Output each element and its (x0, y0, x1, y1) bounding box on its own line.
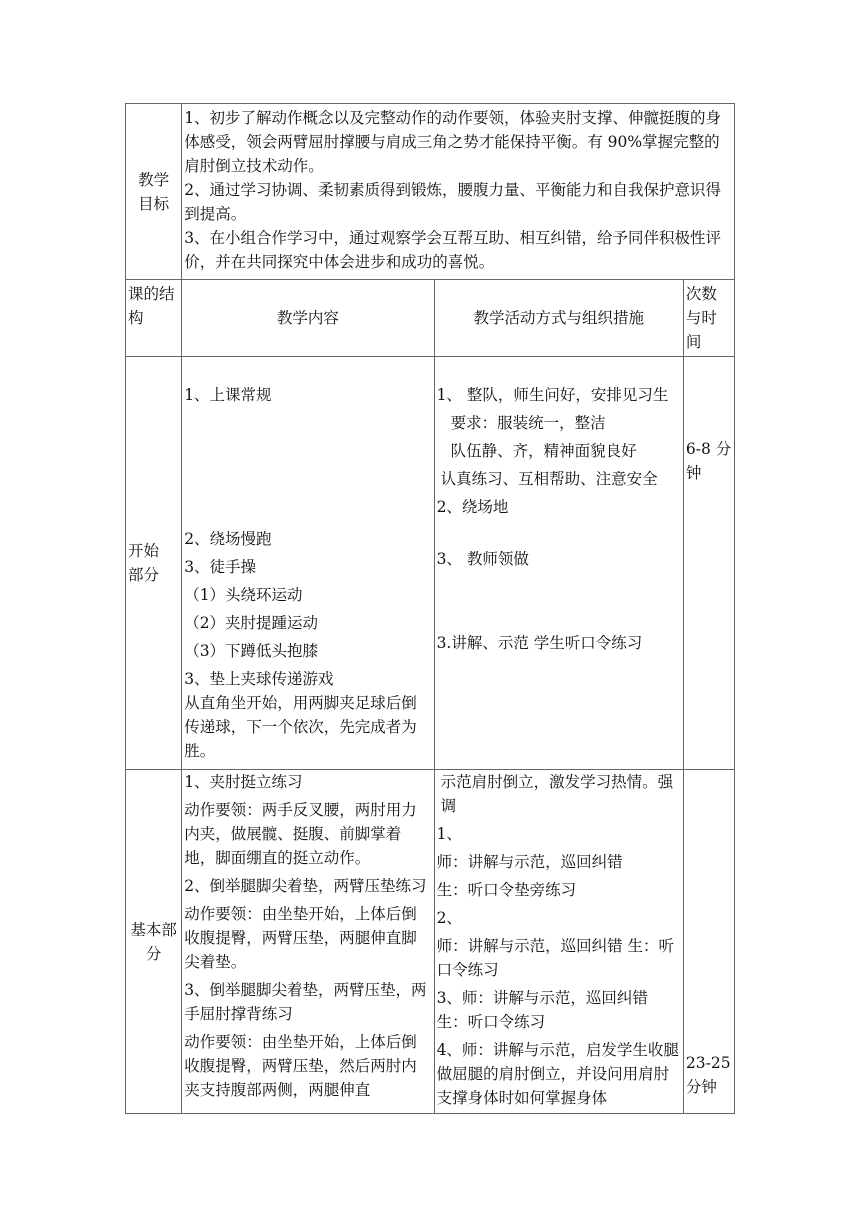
basic-content-4: 动作要领：由坐垫开始，上体后倒收腹提臀，两臂压垫，两腿伸直脚尖着垫。 (184, 905, 417, 971)
start-method-5: 2、绕场地 (436, 498, 509, 516)
basic-content-5: 3、倒举腿脚尖着垫，两臂压垫，两手屈肘撑背练习 (184, 981, 427, 1023)
goals-content-cell (182, 104, 735, 280)
basic-content-cell (182, 770, 434, 1114)
start-content-3a: （1）头绕环运动 (184, 586, 303, 604)
start-method-cell (434, 357, 683, 770)
start-content-2: 2、绕场慢跑 (184, 530, 272, 548)
start-content-cell (182, 357, 434, 770)
basic-content-1: 1、夹肘挺立练习 (184, 773, 303, 791)
goals-label-line1: 教学 (138, 170, 170, 189)
basic-label-cell (126, 770, 182, 1114)
start-content-3c: （3）下蹲低头抱膝 (184, 642, 319, 660)
basic-label-line1: 基本部 (130, 920, 177, 939)
goal-item-1: 1、初步了解动作概念以及完整动作的动作要领，体验夹肘支撑、伸髋挺腹的身体感受，领会两臂屈肘撑腰与肩成三角之势才能保持平衡。有 90%掌握完整的肩肘倒立技术动作。 (184, 109, 722, 175)
basic-content-6: 动作要领：由坐垫开始，上体后倒收腹提臀，两臂压垫，然后两肘内夹支持腹部两侧，两腿伸直 (184, 1033, 417, 1099)
start-method-7: 3.讲解、示范 学生听口令练习 (436, 634, 643, 652)
basic-method-6: 师：讲解与示范，巡回纠错 生：听口令练习 (436, 937, 674, 979)
start-content-1: 1、上课常规 (184, 386, 272, 404)
basic-method-9: 4、师：讲解与示范，启发学生收腿做屈腿的肩肘倒立，并设问用肩肘支撑身体时如何掌握身体 (436, 1041, 679, 1107)
header-method: 教学活动方式与组织措施 (434, 280, 683, 357)
start-method-1: 1、 整队，师生问好，安排见习生 (436, 386, 669, 404)
basic-method-cell (434, 770, 683, 1114)
goal-item-2: 2、通过学习协调、柔韧素质得到锻炼，腰腹力量、平衡能力和自我保护意识得到提高。 (184, 181, 722, 223)
start-content-5: 从直角坐开始，用两脚夹足球后倒传递球，下一个依次，先完成者为胜。 (184, 694, 417, 760)
basic-method-8: 生：听口令练习 (436, 1013, 546, 1031)
basic-method-4: 生：听口令垫旁练习 (436, 881, 577, 899)
header-content: 教学内容 (182, 280, 434, 357)
start-time-cell (683, 357, 734, 770)
goals-row (126, 104, 735, 280)
start-method-4: 认真练习、互相帮助、注意安全 (440, 470, 658, 488)
start-method-2: 要求：服装统一，整洁 (450, 414, 606, 432)
start-row (126, 357, 735, 770)
basic-time: 23-25 分钟 (685, 1054, 731, 1096)
header-time: 次数与时间 (683, 280, 734, 357)
basic-content-2: 动作要领：两手反叉腰，两肘用力内夹，做展髋、挺腹、前脚掌着地，脚面绷直的挺立动作。 (184, 801, 417, 867)
goals-label-cell (126, 104, 182, 280)
start-content-3b: （2）夹肘提踵运动 (184, 614, 319, 632)
basic-label-line2: 分 (145, 944, 162, 963)
header-row (126, 280, 735, 357)
basic-time-cell (683, 770, 734, 1114)
goal-item-3: 3、在小组合作学习中，通过观察学会互帮互助、相互纠错，给予同伴积极性评价，并在共同探究中体会进步和成功的喜悦。 (184, 229, 722, 271)
basic-method-1: 示范肩肘倒立，激发学习热情。强调 (440, 773, 674, 815)
basic-row (126, 770, 735, 1114)
start-label-cell (126, 357, 182, 770)
goals-label-line2: 目标 (138, 194, 170, 213)
start-content-3: 3、徒手操 (184, 558, 257, 576)
basic-method-7: 3、师：讲解与示范，巡回纠错 (436, 989, 648, 1007)
start-label-line1: 开始 (128, 542, 160, 560)
header-structure: 课的结构 (126, 280, 182, 357)
basic-content-3: 2、倒举腿脚尖着垫，两臂压垫练习 (184, 877, 427, 895)
basic-method-3: 师：讲解与示范，巡回纠错 (436, 853, 623, 871)
start-method-3: 队伍静、齐，精神面貌良好 (450, 442, 637, 460)
start-time: 6-8 分钟 (685, 440, 732, 482)
start-label-line2: 部分 (128, 566, 160, 584)
start-method-6: 3、 教师领做 (436, 550, 529, 568)
basic-method-5: 2、 (436, 909, 462, 927)
basic-method-2: 1、 (436, 825, 462, 843)
start-content-4: 3、垫上夹球传递游戏 (184, 670, 334, 688)
lesson-plan-table (125, 103, 735, 1114)
